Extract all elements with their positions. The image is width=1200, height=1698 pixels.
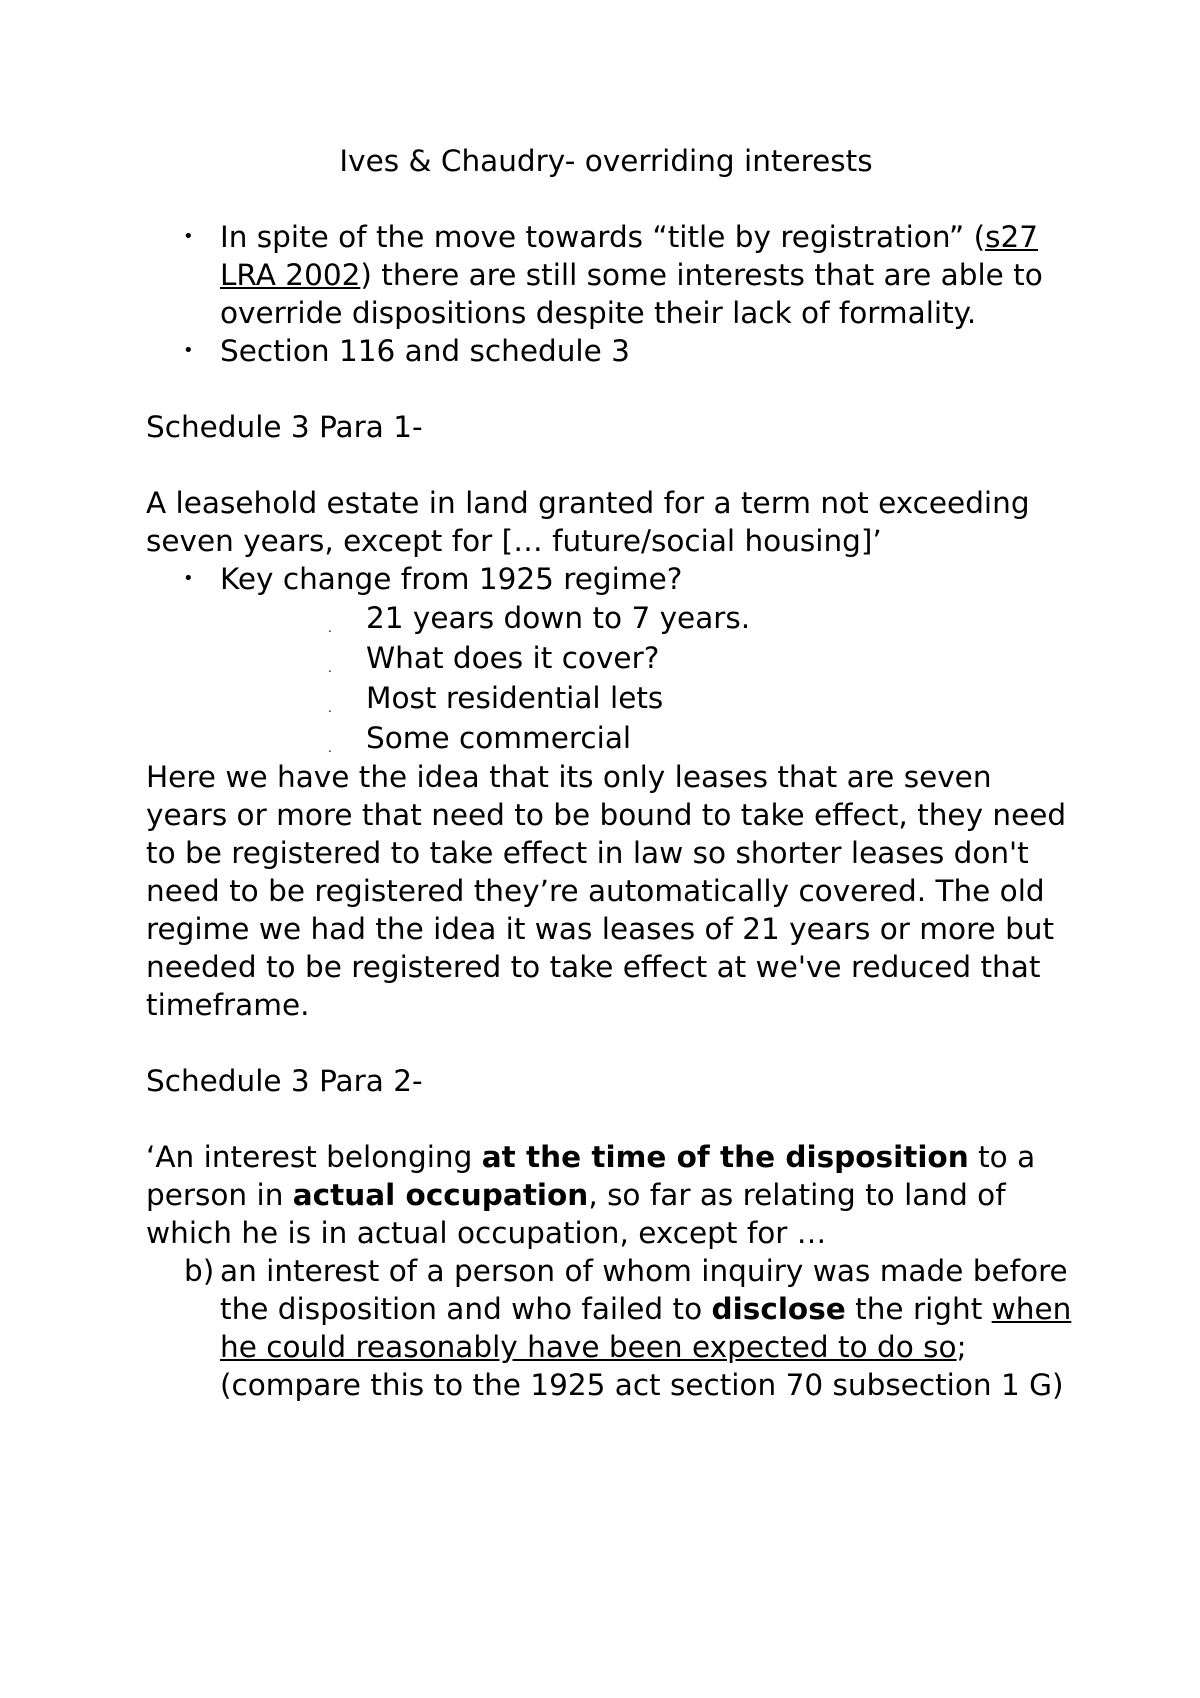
sub-bullet-icon: . — [328, 661, 332, 675]
para1-sub-list — [146, 598, 1076, 758]
list-item: . What does it cover? — [366, 638, 1076, 678]
spacer — [146, 1100, 1076, 1138]
para1-explanation: Here we have the idea that its only leases that are seven years or more that need to be bound to take effect, they need to be registered to take effect in law so shorter leases don't need to be registered they’re automatically covered. The old regime we had the idea it was leases of 21 years or more but needed to be registered to take effect at we've reduced that timeframe. — [146, 760, 1067, 1022]
list-item: . Some commercial — [366, 718, 1076, 758]
list-item: . 21 years down to 7 years. — [366, 598, 1076, 638]
emphasis-text: actual occupation — [292, 1178, 589, 1212]
list-item: . Most residential lets — [366, 678, 1076, 718]
bullet-text: In spite of the move towards “title by registration” ( — [220, 220, 986, 254]
section-heading-para2: Schedule 3 Para 2- — [146, 1064, 423, 1098]
list-item — [183, 218, 1076, 332]
bullet-text: Key change from 1925 regime? — [220, 562, 683, 596]
document-title: Ives & Chaudry- overriding interests — [339, 144, 873, 178]
section-heading-para1: Schedule 3 Para 1- — [146, 410, 423, 444]
item-letter: b) — [184, 1254, 215, 1288]
intro-bullet-list — [146, 218, 1076, 370]
underlined-text: when he could reasonably have been expected to do so — [220, 1292, 1072, 1364]
bullet-text: ) there are still some interests that are able to override dispositions despite their lack of formality. — [220, 258, 1043, 330]
emphasis-text: at the time of the disposition — [481, 1140, 969, 1174]
statute-reference: s27 LRA 2002 — [220, 220, 1039, 292]
bullet-icon: • — [183, 340, 194, 361]
spacer — [146, 446, 1076, 484]
sub-bullet-icon: . — [328, 621, 332, 635]
document-body — [146, 142, 1076, 1404]
spacer — [146, 1024, 1076, 1062]
bullet-text: Section 116 and schedule 3 — [220, 334, 630, 368]
emphasis-text: disclose — [711, 1292, 846, 1326]
sub-bullet-icon: . — [328, 741, 332, 755]
para2-lettered-item: b) an interest of a person of whom inquiry was made before the disposition and who failed to disclose the right when he could reasonably have been expected to do so; (compare this to the 1925 act section 70 subsection 1 G) — [184, 1254, 1072, 1402]
bullet-icon: • — [183, 226, 194, 247]
list-item — [183, 332, 1076, 370]
list-item — [183, 560, 1076, 598]
spacer — [146, 370, 1076, 408]
sub-bullet-icon: . — [328, 701, 332, 715]
para1-quote: A leasehold estate in land granted for a term not exceeding seven years, except for [… future/social housing]’ — [146, 486, 1030, 558]
bullet-icon: • — [183, 568, 194, 589]
para2-quote: ‘An interest belonging at the time of the disposition to a person in actual occupation, so far as relating to land of which he is in actual occupation, except for … — [146, 1140, 1036, 1250]
para1-bullet-list — [146, 560, 1076, 598]
